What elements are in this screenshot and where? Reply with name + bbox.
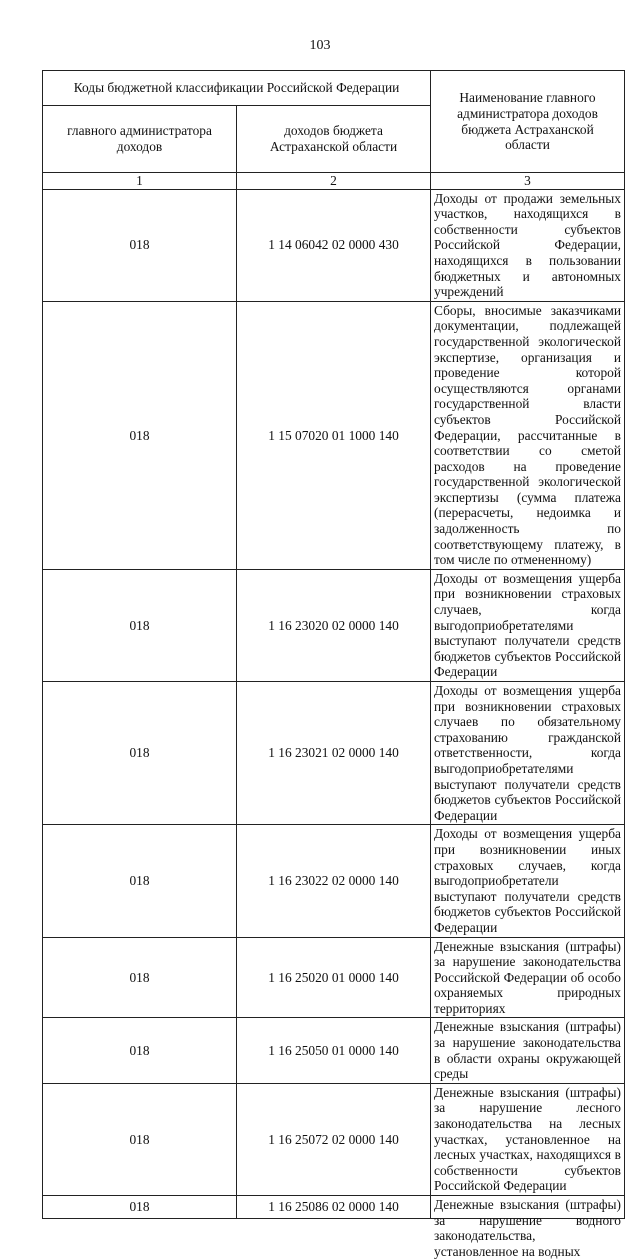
name-cell: Доходы от продажи земельных участков, находящихся в собственности субъектов Российской Федерации, находящихся в пользовании бюджетных и автономных учреждений xyxy=(431,189,625,301)
budget-code-cell: 1 16 23022 02 0000 140 xyxy=(237,825,431,937)
name-column-header: Наименование главного администратора доходов бюджета Астраханской области xyxy=(431,71,625,173)
page-number: 103 xyxy=(309,38,331,53)
column-number: 3 xyxy=(431,173,625,190)
admin-code-cell: 018 xyxy=(43,1083,237,1195)
admin-column-header: главного администратора доходов xyxy=(43,106,237,173)
name-cell: Денежные взыскания (штрафы) за нарушение законодательства Российской Федерации об особо охраняемых природных территориях xyxy=(431,937,625,1018)
income-column-header: доходов бюджета Астраханской области xyxy=(237,106,431,173)
column-numbers-row xyxy=(43,173,625,190)
name-cell: Доходы от возмещения ущерба при возникновении страховых случаев по обязательному страхованию гражданской ответственности, когда выгодоприобретателями выступают получатели средств бюджетов субъектов Российской Федерации xyxy=(431,682,625,825)
budget-code-cell: 1 16 25020 01 0000 140 xyxy=(237,937,431,1018)
budget-code-cell: 1 16 23021 02 0000 140 xyxy=(237,682,431,825)
table-row xyxy=(43,189,625,301)
column-number: 1 xyxy=(43,173,237,190)
budget-code-cell: 1 14 06042 02 0000 430 xyxy=(237,189,431,301)
admin-code-cell: 018 xyxy=(43,937,237,1018)
table-row xyxy=(43,301,625,569)
admin-code-cell: 018 xyxy=(43,301,237,569)
admin-code-cell: 018 xyxy=(43,1196,237,1219)
admin-code-cell: 018 xyxy=(43,825,237,937)
budget-code-cell: 1 16 25072 02 0000 140 xyxy=(237,1083,431,1195)
budget-code-cell: 1 16 25050 01 0000 140 xyxy=(237,1018,431,1083)
budget-code-cell: 1 15 07020 01 1000 140 xyxy=(237,301,431,569)
name-cell: Денежные взыскания (штрафы) за нарушение лесного законодательства на лесных участках, установленное на лесных участках, находящихся в собственности субъектов Российской Федерации xyxy=(431,1083,625,1195)
table-row xyxy=(43,1196,625,1219)
name-cell-truncated xyxy=(431,1196,625,1259)
name-cell: Доходы от возмещения ущерба при возникновении иных страховых случаев, когда выгодоприобретатели выступают получатели средств бюджетов субъектов Российской Федерации xyxy=(431,825,625,937)
admin-code-cell: 018 xyxy=(43,1018,237,1083)
codes-group-header: Коды бюджетной классификации Российской Федерации xyxy=(43,71,431,106)
name-cell: Доходы от возмещения ущерба при возникновении страховых случаев, когда выгодоприобретателями выступают получатели средств бюджетов субъектов Российской Федерации xyxy=(431,569,625,681)
name-cell: Денежные взыскания (штрафы) за нарушение водного законодательства, установленное на водных xyxy=(434,1197,621,1259)
column-number: 2 xyxy=(237,173,431,190)
name-cell: Сборы, вносимые заказчиками документации, подлежащей государственной экологической экспертизе, организация и проведение которой осуществляются органами государственной власти субъектов Российской Федерации, рассчитанные в соответствии со сметой расходов на проведение государственной экологической экспертизы (сумма платежа (перерасчеты, недоимка и задолженность по соответствующему платежу, в том числе по отмененному) xyxy=(431,301,625,569)
admin-code-cell: 018 xyxy=(43,569,237,681)
table-row xyxy=(43,825,625,937)
table-row xyxy=(43,1018,625,1083)
table-row xyxy=(43,682,625,825)
budget-code-cell: 1 16 25086 02 0000 140 xyxy=(237,1196,431,1219)
budget-code-cell: 1 16 23020 02 0000 140 xyxy=(237,569,431,681)
truncated-text-wrapper xyxy=(434,1197,621,1259)
table-row xyxy=(43,569,625,681)
admin-code-cell: 018 xyxy=(43,682,237,825)
name-cell: Денежные взыскания (штрафы) за нарушение законодательства в области охраны окружающей среды xyxy=(431,1018,625,1083)
table-row xyxy=(43,937,625,1018)
budget-classification-table xyxy=(42,70,625,1259)
table-row xyxy=(43,1083,625,1195)
admin-code-cell: 018 xyxy=(43,189,237,301)
